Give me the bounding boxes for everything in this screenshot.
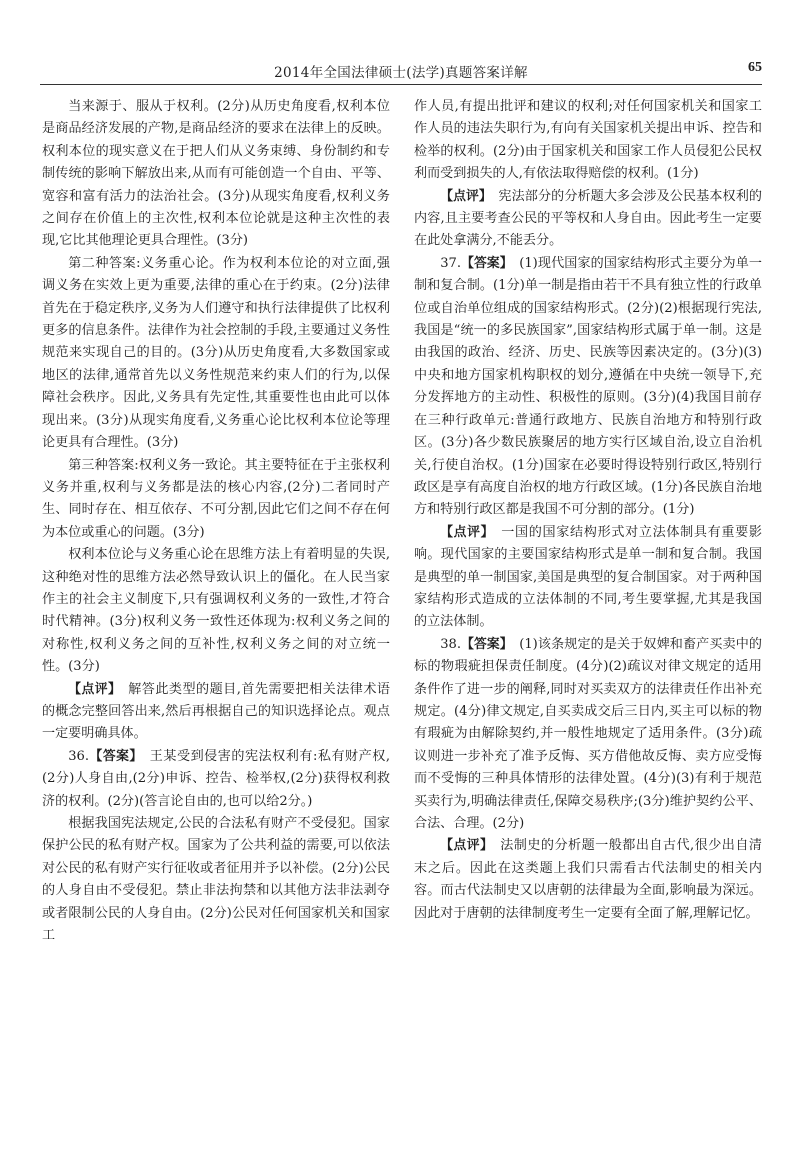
- paragraph-text: 作人员,有提出批评和建议的权利;对任何国家机关和国家工作人员的违法失职行为,有向有关国家机关提出申诉、控告和检举的权利。(2分)由于国家机关和国家工作人员侵犯公民权利而受到损失的人,有依法取得赔偿的权利。(1分): [414, 99, 762, 182]
- paragraph-text: 宪法部分的分析题大多会涉及公民基本权利的内容,且主要考查公民的平等权和人身自由。因此考生一定要在此处拿满分,不能丢分。: [414, 188, 763, 249]
- question-number: 37.: [440, 255, 462, 271]
- paragraph: [42, 253, 390, 455]
- paragraph: [414, 186, 762, 253]
- section-label: 【点评】: [440, 188, 492, 204]
- paragraph-text: 法制史的分析题一般都出自古代,很少出自清末之后。因此在这类题上我们只需看古代法制史的相关内容。而古代法制史又以唐朝的法律最为全面,影响最为深远。因此对于唐朝的法律制度考生一定要有全面了解,理解记忆。: [414, 838, 762, 921]
- section-label: 【答案】: [461, 255, 513, 271]
- paragraph-text: 一国的国家结构形式对立法体制具有重要影响。现代国家的主要国家结构形式是单一制和复合制。我国是典型的单一制国家,美国是典型的复合制国家。对于两种国家结构形式造成的立法体制的不同,考生要掌握,尤其是我国的立法体制。: [414, 524, 763, 630]
- paragraph: [42, 544, 390, 678]
- paragraph: [414, 634, 762, 836]
- section-label: 【点评】: [440, 524, 495, 540]
- paragraph: [414, 835, 762, 925]
- section-label: 【答案】: [89, 748, 143, 764]
- paragraph: [42, 679, 390, 746]
- paragraph: [42, 455, 390, 545]
- paragraph: [414, 96, 762, 186]
- right-column: [414, 96, 762, 925]
- section-label: 【点评】: [68, 681, 122, 697]
- paragraph: [42, 746, 390, 813]
- page-number: 65: [748, 60, 762, 75]
- paragraph-text: 第二种答案:义务重心论。作为权利本位论的对立面,强调义务在实效上更为重要,法律的重心在于约束。(2分)法律首先在于稳定秩序,义务为人们遵守和执行法律提供了比权利更多的信息条件。法律作为社会控制的手段,主要通过义务性规范来实现自己的目的。(3分)从历史角度看,大多数国家或地区的法律,通常首先以义务性规范来约束人们的行为,以保障社会秩序。因此,义务具有先定性,其重要性也由此可以体现出来。(3分)从现实角度看,义务重心论比权利本位论等理论更具有合理性。(3分): [42, 255, 390, 451]
- paragraph-text: (1)该条规定的是关于奴婢和畜产买卖中的标的物瑕疵担保责任制度。(4分)(2)疏议对律文规定的适用条件作了进一步的阐释,同时对买卖双方的法律责任作出补充规定。(4分)律文规定,自买卖成交后三日内,买主可以标的物有瑕疵为由解除契约,并一般性地规定了适用条件。(3分)疏议则进一步补充了准予反悔、买方借他故反悔、卖方应受悔而不受悔的三种具体情形的法律处置。(4分)(3)有利于规范买卖行为,明确法律责任,保障交易秩序;(3分)维护契约公平、合法、合理。(2分): [414, 636, 763, 831]
- paragraph-text: 解答此类型的题目,首先需要把相关法律术语的概念完整回答出来,然后再根据自己的知识选择论点。观点一定要明确具体。: [42, 681, 390, 742]
- header-title: 2014年全国法律硕士(法学)真题答案详解: [274, 65, 528, 81]
- question-number: 36.: [68, 748, 90, 764]
- question-number: 38.: [440, 636, 462, 652]
- left-column: [42, 96, 390, 947]
- section-label: 【点评】: [440, 838, 494, 854]
- paragraph-text: 王某受到侵害的宪法权利有:私有财产权,(2分)人身自由,(2分)申诉、控告、检举权,(2分)获得权利救济的权利。(2分)(答言论自由的,也可以给2分。): [42, 748, 391, 809]
- paragraph: [414, 253, 762, 522]
- paragraph-text: (1)现代国家的国家结构形式主要分为单一制和复合制。(1分)单一制是指由若干不具有独立性的行政单位或自治单位组成的国家结构形式。(2分)(2)根据现行宪法,我国是“统一的多民族国家”,国家结构形式属于单一制。这是由我国的政治、经济、历史、民族等因素决定的。(3分)(3)中央和地方国家机构职权的划分,遵循在中央统一领导下,充分发挥地方的主动性、积极性的原则。(3分)(4)我国目前存在三种行政单元:普通行政地方、民族自治地方和特别行政区。(3分)各少数民族聚居的地方实行区域自治,设立自治机关,行使自治权。(1分)国家在必要时得设特别行政区,特别行政区是享有高度自治权的地方行政区域。(1分)各民族自治地方和特别行政区都是我国不可分割的部分。(1分): [414, 255, 763, 518]
- paragraph: [42, 813, 390, 947]
- paragraph: [42, 96, 390, 253]
- running-header: [40, 58, 762, 85]
- paragraph-text: 第三种答案:权利义务一致论。其主要特征在于主张权利义务并重,权利与义务都是法的核心内容,(2分)二者同时产生、同时存在、相互依存、不可分割,因此它们之间不存在何为本位或重心的问题。(3分): [42, 457, 390, 540]
- paragraph-text: 当来源于、服从于权利。(2分)从历史角度看,权利本位是商品经济发展的产物,是商品经济的要求在法律上的反映。权利本位的现实意义在于把人们从义务束缚、身份制约和专制传统的影响下解放出来,从而有可能创造一个自由、平等、宽容和富有活力的法治社会。(3分)从现实角度看,权利义务之间存在价值上的主次性,权利本位论就是这种主次性的表现,它比其他理论更具合理性。(3分): [42, 99, 390, 249]
- paragraph-text: 权利本位论与义务重心论在思维方法上有着明显的失误,这种绝对性的思维方法必然导致认识上的僵化。在人民当家作主的社会主义制度下,只有强调权利义务的一致性,才符合时代精神。(3分)权利义务一致性还体现为:权利义务之间的对称性,权利义务之间的互补性,权利义务之间的对立统一性。(3分): [42, 547, 390, 675]
- paragraph-text: 根据我国宪法规定,公民的合法私有财产不受侵犯。国家保护公民的私有财产权。国家为了公共利益的需要,可以依法对公民的私有财产实行征收或者征用并予以补偿。(2分)公民的人身自由不受侵犯。禁止非法拘禁和以其他方法非法剥夺或者限制公民的人身自由。(2分)公民对任何国家机关和国家工: [42, 816, 390, 944]
- paragraph: [414, 522, 762, 634]
- section-label: 【答案】: [461, 636, 513, 652]
